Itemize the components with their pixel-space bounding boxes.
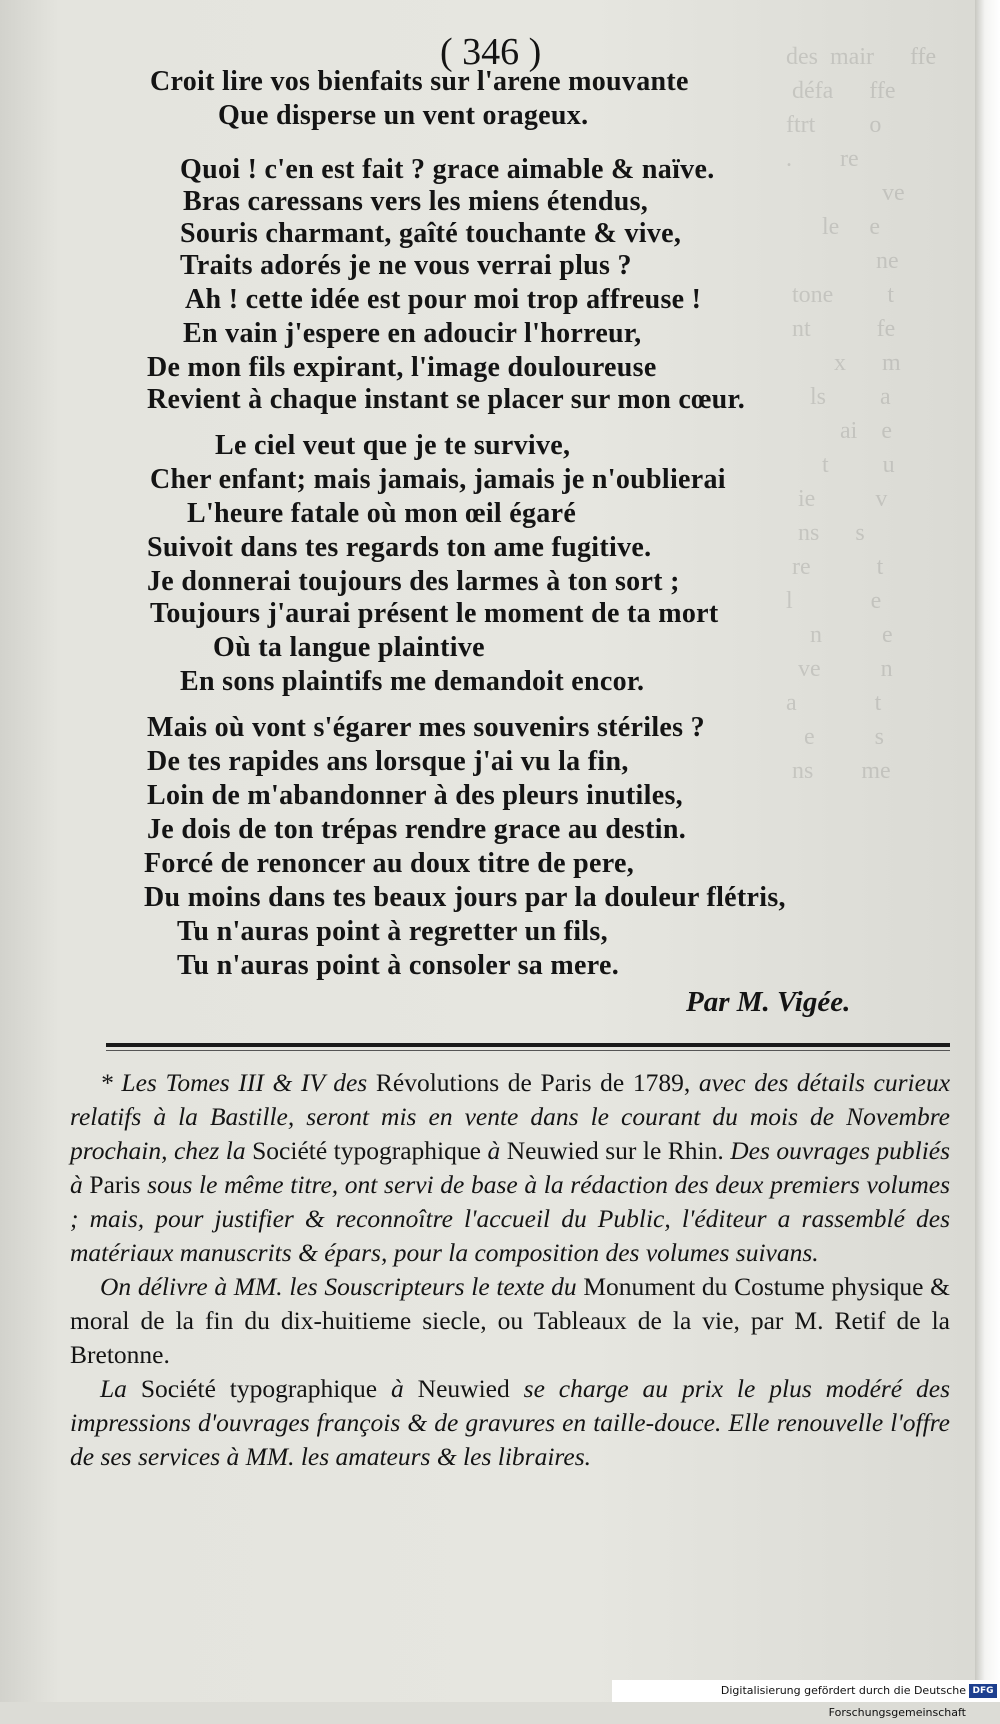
credit-text: Digitalisierung gefördert durch die Deutsche Forschungsgemeinschaft: [720, 1684, 966, 1719]
notice-publisher-name: Société typographique: [252, 1136, 481, 1165]
notice-title-reference: Révolutions de Paris de 1789,: [375, 1068, 691, 1097]
poem-line: De mon fils expirant, l'image douloureuse: [147, 352, 657, 383]
digitization-credit: [612, 1680, 1000, 1719]
dfg-logo: DFG: [969, 1684, 997, 1698]
poem-line: En vain j'espere en adoucir l'horreur,: [183, 318, 642, 349]
notice-place-name: Paris: [89, 1170, 141, 1199]
notice-text: avec des détails curieux relatifs à la Bastille, seront mis en vente dans le courant du mois de Novembre prochain, chez la: [70, 1068, 951, 1165]
poem-line: Tu n'auras point à consoler sa mere.: [177, 950, 619, 981]
notice-text: à: [487, 1136, 501, 1165]
poem-line: Croit lire vos bienfaits sur l'arene mouvante: [150, 66, 689, 97]
notice-paragraph-2: [70, 1270, 950, 1372]
notice-place-name: Neuwied: [417, 1374, 510, 1403]
notice-text: La: [100, 1374, 127, 1403]
poem-line: Où ta langue plaintive: [213, 632, 485, 663]
notice-paragraph-1: [70, 1066, 950, 1270]
poem-line: Souris charmant, gaîté touchante & vive,: [180, 218, 682, 249]
notice-text: * Les Tomes III & IV des: [100, 1068, 368, 1097]
notice-text: sous le même titre, ont servi de base à la rédaction des deux premiers volumes ; mais, pour justifier & reconnoître l'accueil du Public, l'éditeur a rassemblé des matériaux manuscrits & épars, pour la composition des volumes suivans.: [70, 1170, 950, 1267]
section-divider: [106, 1043, 950, 1047]
notice-publisher-name: Société typographique: [140, 1374, 378, 1403]
section-divider-thin: [106, 1050, 950, 1051]
poem-line: Du moins dans tes beaux jours par la douleur flétris,: [144, 882, 786, 913]
poem-line: Mais où vont s'égarer mes souvenirs stériles ?: [147, 712, 705, 743]
publisher-notice: [70, 1066, 950, 1474]
page-number: ( 346 ): [440, 31, 542, 73]
poem-line: En sons plaintifs me demandoit encor.: [180, 666, 645, 697]
poem-line: Je donnerai toujours des larmes à ton sort ;: [147, 566, 680, 597]
poem-line: Forcé de renoncer au doux titre de pere,: [144, 848, 634, 879]
poem-line: Suivoit dans tes regards ton ame fugitive.: [147, 532, 652, 563]
notice-text: Des ouvrages publiés à: [70, 1136, 951, 1199]
poem-line: Traits adorés je ne vous verrai plus ?: [180, 250, 632, 281]
poem-line: Le ciel veut que je te survive,: [215, 430, 571, 461]
notice-text: se charge au prix le plus modéré des impressions d'ouvrages françois & de gravures en taille-douce. Elle renouvelle l'offre de ses services à MM. les amateurs & les libraires.: [70, 1374, 951, 1471]
poem-line: Cher enfant; mais jamais, jamais je n'oublierai: [150, 464, 726, 495]
poem-line: Quoi ! c'en est fait ? grace aimable & naïve.: [180, 154, 715, 185]
page-edge: [975, 0, 1000, 1702]
poem-line: Bras caressans vers les miens étendus,: [183, 186, 649, 217]
poem-line: Loin de m'abandonner à des pleurs inutiles,: [147, 780, 683, 811]
poem-line: Toujours j'aurai présent le moment de ta mort: [150, 598, 719, 629]
notice-text: On délivre à MM. les Souscripteurs le texte du: [100, 1272, 577, 1301]
bleed-through-text: des mair ffe défa ffe ftrt o . re ve le e ne tone t nt fe x m ls a ai e t u ie v ns s re t l e n e ve n a t e s ns me: [786, 44, 937, 784]
poem-signature: Par M. Vigée.: [686, 986, 851, 1018]
poem-line: Tu n'auras point à regretter un fils,: [177, 916, 608, 947]
poem-line: De tes rapides ans lorsque j'ai vu la fin,: [147, 746, 629, 777]
poem-line: Que disperse un vent orageux.: [218, 100, 589, 131]
notice-place-name: Neuwied sur le Rhin.: [506, 1136, 724, 1165]
poem-line: L'heure fatale où mon œil égaré: [187, 498, 577, 529]
notice-title-reference: Monument du Costume physique & moral de la fin du dix-huitieme siecle, ou Tableaux de la vie, par M. Retif de la Bretonne.: [70, 1272, 951, 1369]
notice-paragraph-3: [70, 1372, 950, 1474]
poem-line: Revient à chaque instant se placer sur mon cœur.: [147, 384, 746, 415]
poem-line: Ah ! cette idée est pour moi trop affreuse !: [185, 284, 702, 315]
notice-text: à: [391, 1374, 404, 1403]
poem-line: Je dois de ton trépas rendre grace au destin.: [147, 814, 686, 845]
